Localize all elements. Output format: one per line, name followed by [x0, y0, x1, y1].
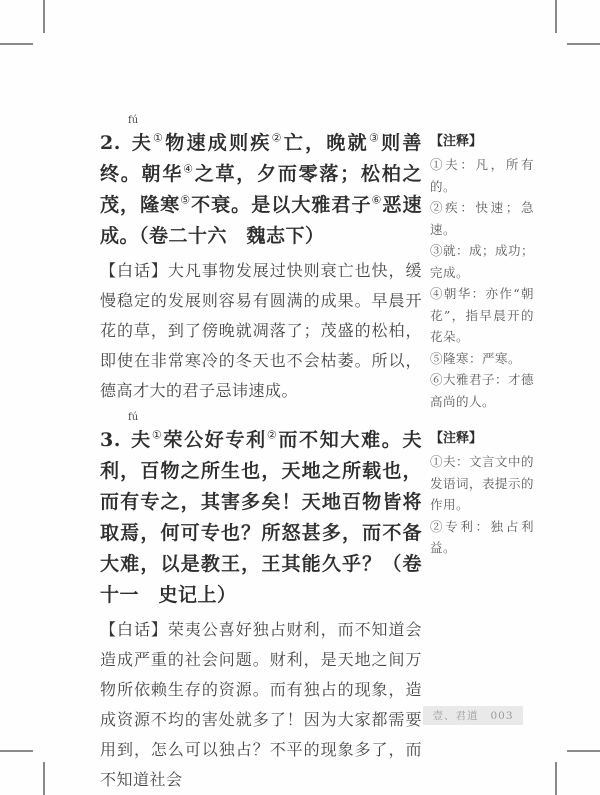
footer-page-number: 003 [490, 709, 514, 722]
pinyin-annotation: fú [128, 115, 139, 126]
annotations-label: 【注释】 [430, 134, 483, 149]
annotation-item: ①夫：文言文中的发语词，表提示的作用。 [430, 454, 535, 512]
classical-passage [100, 412, 422, 611]
crop-mark-top-left-horizontal [0, 43, 33, 45]
annotation-item: ⑤隆寒：严寒。 [430, 350, 522, 366]
crop-mark-bottom-right-vertical [555, 762, 557, 795]
crop-mark-bottom-left-horizontal [0, 750, 33, 752]
passage-section-3 [100, 412, 535, 795]
annotations-label: 【注释】 [430, 431, 483, 446]
vernacular-text: 荣夷公喜好独占财利，而不知道会造成严重的社会问题。财利，是天地之间万物所依赖生存的资源。而有独占的现象，造成资源不均的害处就多了！因为大家都需要用到，怎么可以独占？不平的现象多了，而不知道社会 [100, 620, 422, 789]
annotation-item: ⑥大雅君子：才德高尚的人。 [430, 372, 535, 409]
annotations-column [430, 128, 534, 412]
main-text-column [100, 115, 422, 412]
classical-passage [100, 115, 422, 252]
annotations-column [430, 425, 534, 795]
footer-section-title: 壹、君道 [432, 710, 479, 722]
crop-mark-top-left-vertical [43, 0, 45, 33]
pinyin-annotation: fú [128, 412, 139, 423]
vernacular-label: 【白话】 [100, 261, 168, 280]
crop-mark-bottom-right-horizontal [567, 750, 600, 752]
passage-number: 3. [100, 429, 121, 451]
vernacular-label: 【白话】 [100, 620, 168, 639]
main-text-column [100, 412, 422, 795]
vernacular-paragraph [100, 615, 422, 795]
vernacular-paragraph [100, 256, 422, 406]
page-footer [423, 706, 523, 725]
passage-number: 2. [100, 132, 121, 154]
classical-text: 夫①荣公好专利②而不知大难。夫利，百物之所生也，天地之所载也，而有专之，其害多矣！天地百物皆将取焉，何可专也？所怒甚多，而不备大难，以是教王，王其能久乎？（卷十一 史记上） [100, 428, 422, 606]
passage-section-2 [100, 115, 535, 412]
annotation-item: ①夫：凡，所有的。 [430, 157, 534, 194]
annotation-item: ④朝华：亦作“朝花”，指早晨开的花朵。 [430, 286, 534, 344]
crop-mark-bottom-left-vertical [43, 762, 45, 795]
annotation-item: ②专利：独占利益。 [430, 518, 534, 555]
classical-text: 夫①物速成则疾②亡，晚就③则善终。朝华④之草，夕而零落；松柏之茂，隆寒⑤不衰。是以大雅君子⑥恶速成。（卷二十六 魏志下） [100, 131, 422, 247]
annotation-item: ③就：成；成功；完成。 [430, 243, 535, 280]
page-content [100, 115, 535, 795]
crop-mark-top-right-vertical [555, 0, 557, 33]
crop-mark-top-right-horizontal [567, 43, 600, 45]
vernacular-text: 大凡事物发展过快则衰亡也快，缓慢稳定的发展则容易有圆满的成果。早晨开花的草，到了傍晚就凋落了；茂盛的松柏，即使在非常寒冷的冬天也不会枯萎。所以，德高才大的君子忌讳速成。 [100, 261, 422, 400]
annotation-item: ②疾：快速；急速。 [430, 200, 534, 237]
